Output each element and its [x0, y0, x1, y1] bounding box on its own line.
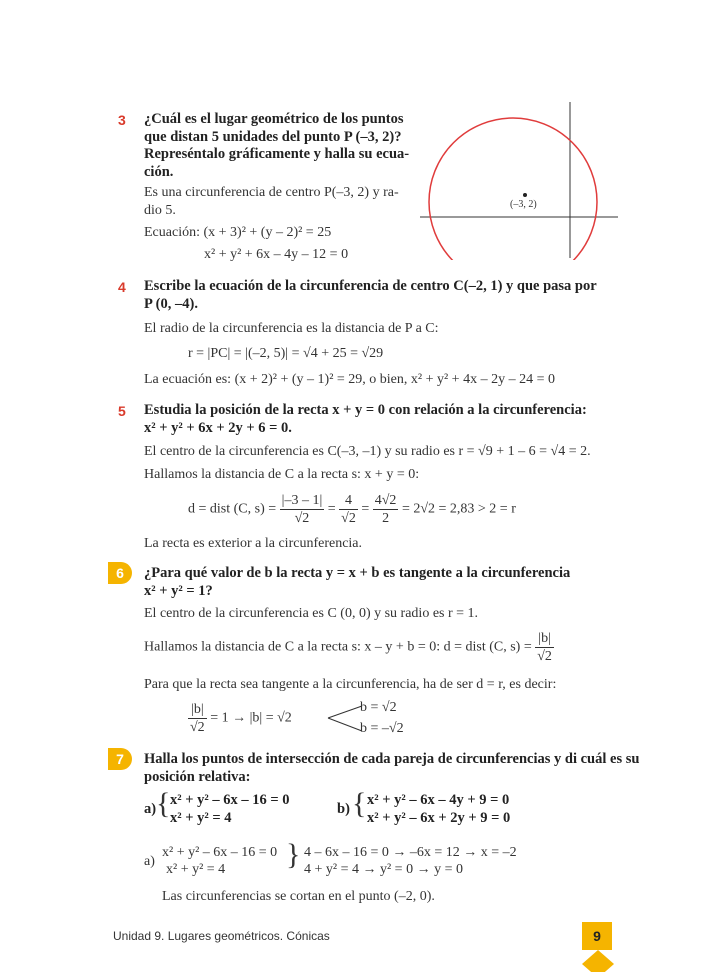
question-line: Escribe la ecuación de la circunferencia de centro C(–2, 1) y que pasa por	[144, 278, 597, 294]
part-b-system: x² + y² – 6x – 4y + 9 = 0 x² + y² – 6x + 2y + 9 = 0	[367, 792, 511, 826]
distance-lhs: d = dist (C, s) =	[188, 501, 277, 517]
brace-icon: {	[352, 787, 367, 820]
question-line: Estudia la posición de la recta x + y = 0 con relación a la circunferencia:	[144, 402, 587, 418]
question-line: P (0, –4).	[144, 295, 198, 312]
page-number: 9	[582, 922, 612, 950]
fraction: $\frac{|b|}{√2}$	[190, 702, 205, 735]
exercise-number-4: 4	[118, 279, 126, 295]
exercise-5-question	[144, 402, 587, 437]
fraction: $\frac{4}{√2}$	[341, 493, 356, 526]
part-b-label: b)	[337, 801, 350, 817]
solution-a-label: a)	[144, 854, 155, 869]
exercise-6-line-2: Hallamos la distancia de C a la recta s: x – y + b = 0: d = dist (C, s) = $\frac{|b|}{√2}$	[144, 631, 552, 664]
question-line: ¿Para qué valor de b la recta y = x + b es tangente a la circunferencia	[144, 565, 571, 581]
center-point	[523, 193, 527, 197]
exercise-5-line-1: El centro de la circunferencia es C(–3, –1) y su radio es r = √9 + 1 – 6 = √4 = 2.	[144, 444, 591, 459]
exercise-3-equation-1: Ecuación: (x + 3)² + (y – 2)² = 25	[144, 225, 332, 240]
exercise-7-question	[144, 751, 639, 786]
center-label: (–3, 2)	[510, 199, 537, 210]
answer-line: Es una circunferencia de centro P(–3, 2) y ra-	[144, 185, 399, 200]
fraction: $\frac{|b|}{√2}$	[537, 631, 552, 664]
exercise-6-line-1: El centro de la circunferencia es C (0, 0) y su radio es r = 1.	[144, 606, 479, 621]
question-line: x² + y² = 1?	[144, 582, 213, 599]
solution-a-steps: 4 – 6x – 16 = 0 → –6x = 12 → x = –2 4 + y² = 4 → y² = 0 → y = 0	[304, 845, 517, 877]
exercise-6-branch-1: b = √2	[360, 700, 397, 715]
question-line: Represéntalo gráficamente y halla su ecua-	[144, 146, 410, 162]
part-a-label: a)	[144, 801, 157, 817]
fraction: $\frac{|-3 - 1|}{√2}$	[281, 493, 323, 526]
footer-text: Unidad 9. Lugares geométricos. Cónicas	[113, 929, 330, 943]
exercise-number-7: 7	[108, 748, 132, 770]
circumference	[429, 118, 597, 260]
exercise-6-branch-2: b = –√2	[360, 721, 404, 736]
brace-icon: }	[286, 838, 301, 871]
exercise-4-question	[144, 278, 597, 313]
question-line: ¿Cuál es el lugar geométrico de los puntos	[144, 111, 404, 127]
distance-rhs: = 2√2 = 2,83 > 2 = r	[401, 501, 516, 517]
exercise-5-line-3: La recta es exterior a la circunferencia.	[144, 536, 363, 551]
exercise-5-line-2: Hallamos la distancia de C a la recta s: x + y = 0:	[144, 467, 420, 482]
circle-graph	[420, 100, 620, 260]
question-line: x² + y² + 6x + 2y + 6 = 0.	[144, 419, 292, 436]
question-line: ción.	[144, 163, 174, 180]
solution-a-system: x² + y² – 6x – 16 = 0 x² + y² = 4	[162, 845, 278, 877]
exercise-6-line-3: Para que la recta sea tangente a la circunferencia, ha de ser d = r, es decir:	[144, 677, 557, 692]
exercise-4-line-3: La ecuación es: (x + 2)² + (y – 1)² = 29, o bien, x² + y² + 4x – 2y – 24 = 0	[144, 372, 555, 387]
exercise-6-tangent-condition: $\frac{|b|}{√2}$ = 1 → |b| = √2	[190, 702, 292, 735]
exercise-4-line-2: r = |PC| = |(–2, 5)| = √4 + 25 = √29	[188, 346, 384, 361]
exercise-number-5: 5	[118, 403, 126, 419]
exercise-6-question	[144, 565, 570, 600]
answer-line: dio 5.	[144, 203, 176, 218]
part-a-system: x² + y² – 6x – 16 = 0 x² + y² = 4	[170, 792, 290, 826]
exercise-3-equation-2: x² + y² + 6x – 4y – 12 = 0	[204, 247, 349, 262]
exercise-4-line-1: El radio de la circunferencia es la distancia de P a C:	[144, 321, 439, 336]
question-line: que distan 5 unidades del punto P (–3, 2)?	[144, 128, 402, 145]
question-line: Halla los puntos de intersección de cada pareja de circunferencias y di cuál es su	[144, 751, 640, 767]
exercise-5-distance: d = dist (C, s) = $\frac{|-3 - 1|}{√2}$ = $\frac{4}{√2}$ = $\frac{4√2}{2}$ = 2√2 = 2,83 > 2 = r	[188, 493, 516, 526]
decorative-diamond-icon	[582, 950, 614, 972]
exercise-number-3: 3	[118, 112, 126, 128]
brace-icon: {	[156, 787, 171, 820]
solution-a-conclusion: Las circunferencias se cortan en el punto (–2, 0).	[162, 889, 435, 904]
exercise-number-6: 6	[108, 562, 132, 584]
fraction: $\frac{4√2}{2}$	[374, 493, 397, 526]
exercise-3-answer	[144, 184, 399, 220]
exercise-3-question	[144, 111, 409, 181]
question-line: posición relativa:	[144, 768, 251, 785]
